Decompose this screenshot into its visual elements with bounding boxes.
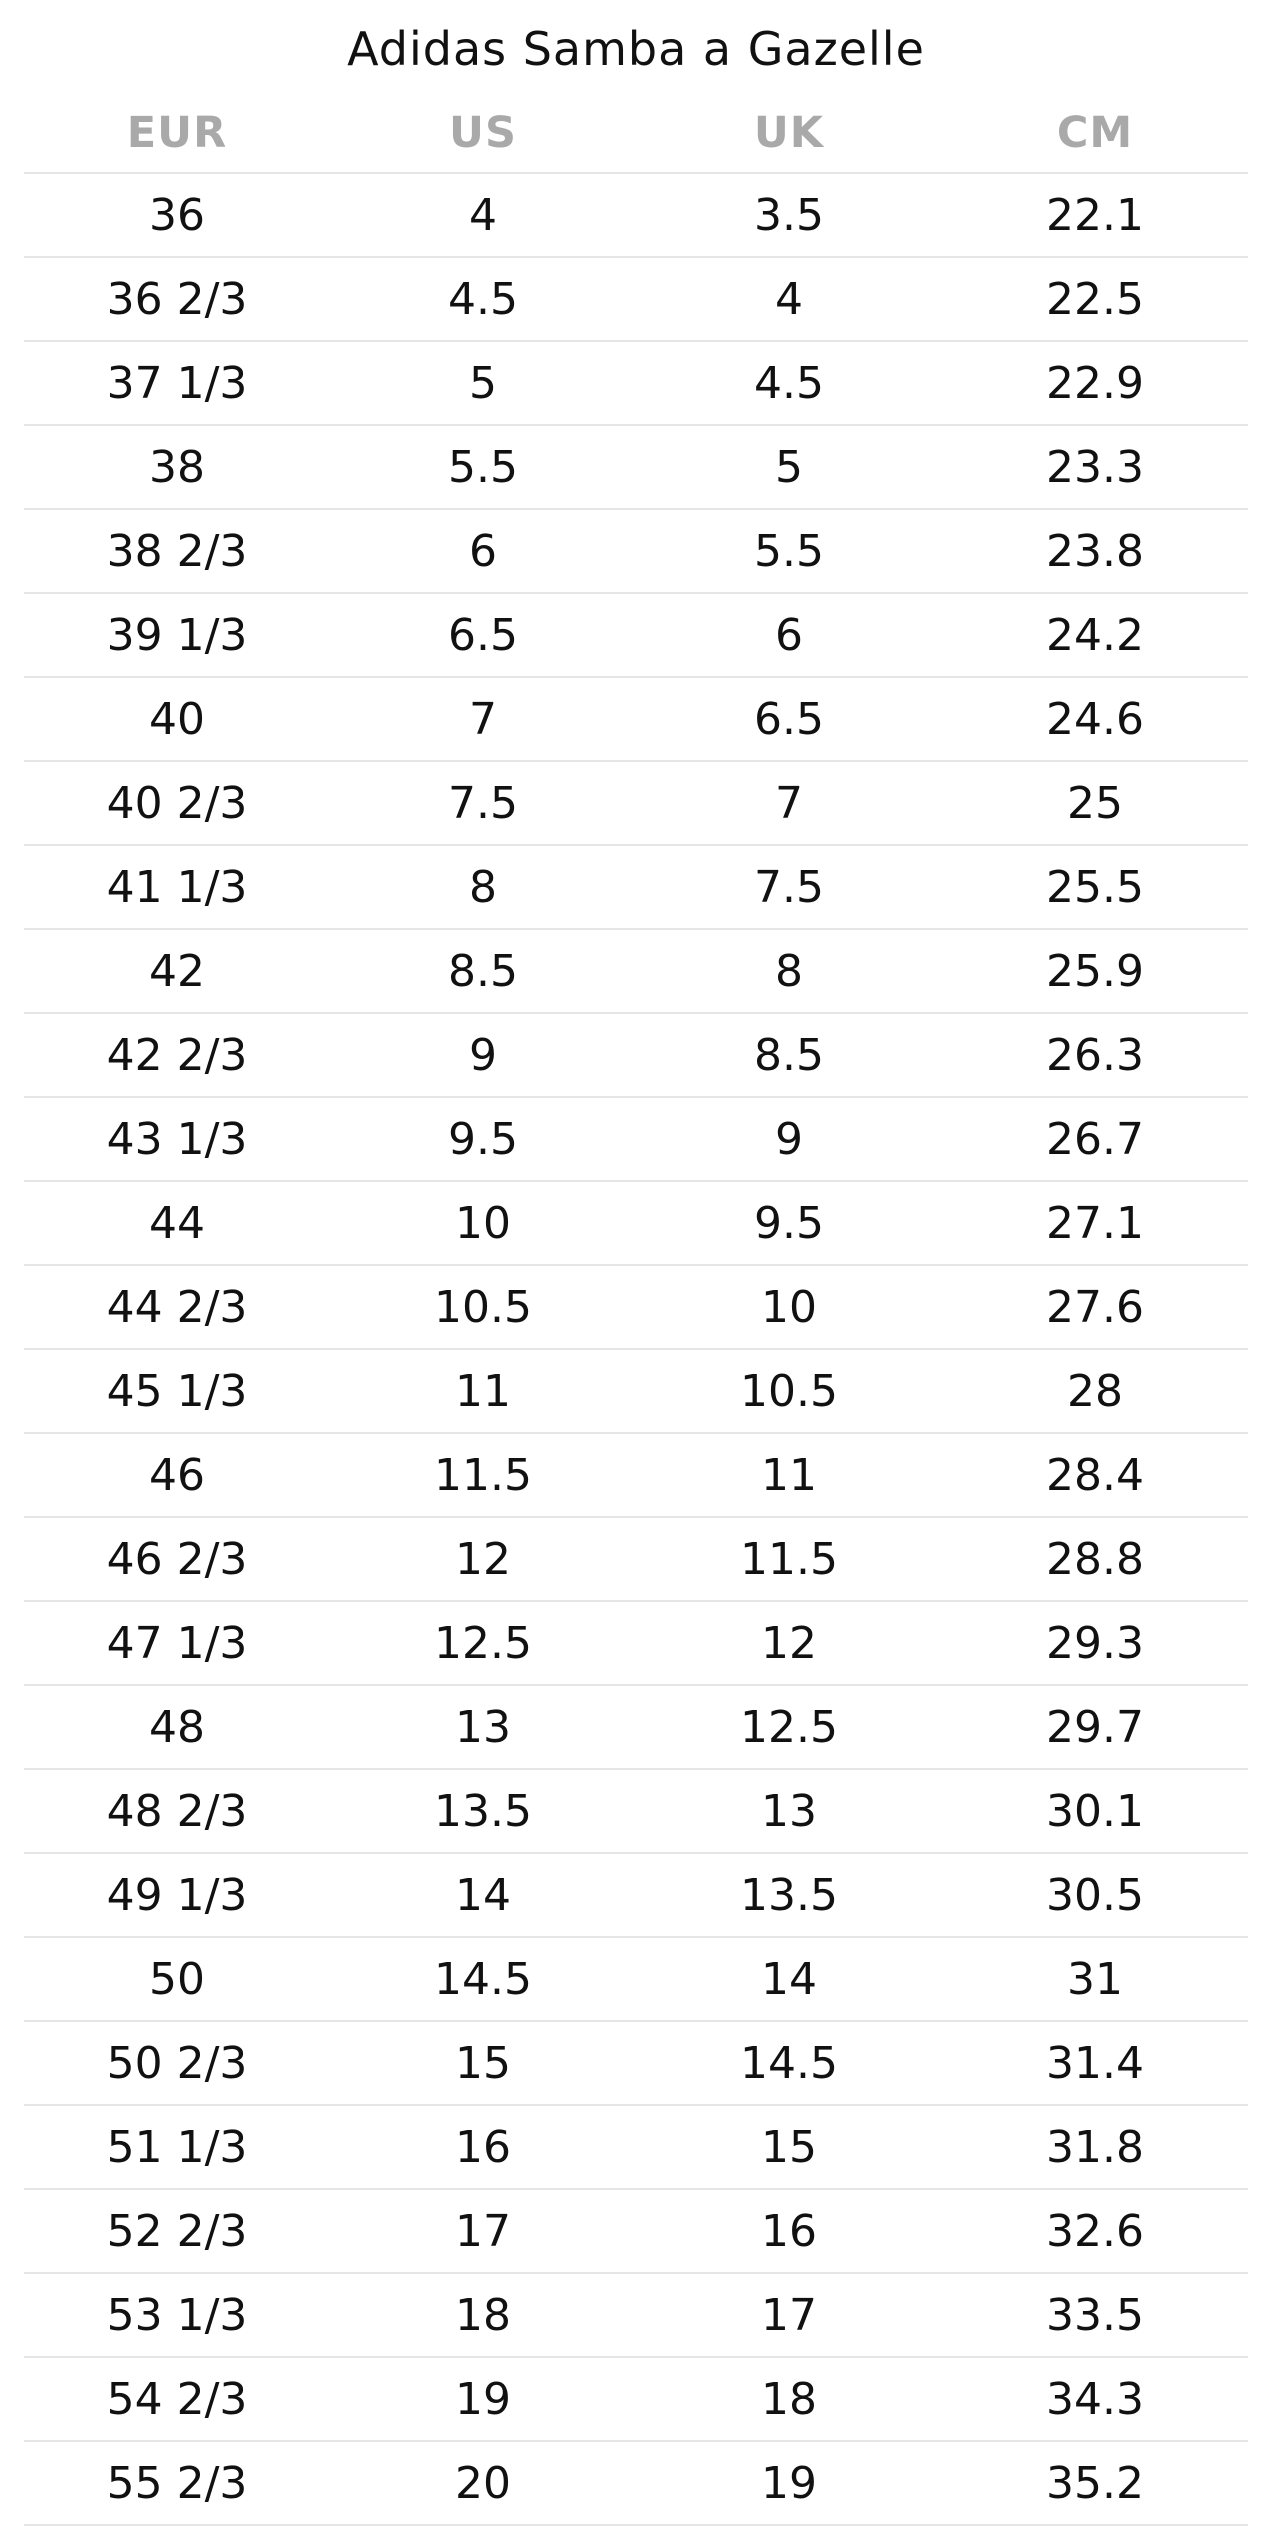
cell-cm: 29.3 <box>1046 1617 1144 1669</box>
cell-eur: 46 <box>149 1449 205 1501</box>
cell-us: 4.5 <box>448 273 518 325</box>
cell-cm: 33.5 <box>1046 2289 1144 2341</box>
cell-uk: 8 <box>775 945 803 997</box>
table-row <box>24 594 1248 678</box>
table-row <box>24 2358 1248 2442</box>
cell-cm: 25 <box>1067 777 1123 829</box>
cell-uk: 13 <box>761 1785 817 1837</box>
cell-cm: 26.3 <box>1046 1029 1144 1081</box>
cell-eur: 49 1/3 <box>106 1869 248 1921</box>
cell-uk: 15 <box>761 2121 817 2173</box>
table-header-row <box>24 97 1248 174</box>
cell-cm: 24.2 <box>1046 609 1144 661</box>
cell-eur: 39 1/3 <box>106 609 248 661</box>
cell-cm: 30.1 <box>1046 1785 1144 1837</box>
cell-eur: 38 2/3 <box>106 525 248 577</box>
cell-us: 15 <box>455 2037 511 2089</box>
table-row <box>24 258 1248 342</box>
cell-eur: 55 2/3 <box>106 2457 248 2509</box>
cell-us: 16 <box>455 2121 511 2173</box>
cell-eur: 46 2/3 <box>106 1533 248 1585</box>
table-row <box>24 1686 1248 1770</box>
cell-eur: 50 <box>149 1953 205 2005</box>
cell-uk: 4 <box>775 273 803 325</box>
cell-uk: 18 <box>761 2373 817 2425</box>
cell-uk: 14 <box>761 1953 817 2005</box>
cell-cm: 31.4 <box>1046 2037 1144 2089</box>
cell-eur: 45 1/3 <box>106 1365 248 1417</box>
cell-cm: 28.8 <box>1046 1533 1144 1585</box>
cell-cm: 22.1 <box>1046 189 1144 241</box>
column-header-uk: UK <box>753 107 825 158</box>
cell-us: 18 <box>455 2289 511 2341</box>
table-row <box>24 2022 1248 2106</box>
cell-cm: 22.5 <box>1046 273 1144 325</box>
cell-us: 10 <box>455 1197 511 1249</box>
cell-cm: 28.4 <box>1046 1449 1144 1501</box>
cell-eur: 48 2/3 <box>106 1785 248 1837</box>
table-row <box>24 1350 1248 1434</box>
cell-uk: 6.5 <box>754 693 824 745</box>
table-row <box>24 930 1248 1014</box>
cell-eur: 50 2/3 <box>106 2037 248 2089</box>
cell-uk: 9.5 <box>754 1197 824 1249</box>
cell-cm: 30.5 <box>1046 1869 1144 1921</box>
table-row <box>24 1518 1248 1602</box>
cell-cm: 26.7 <box>1046 1113 1144 1165</box>
table-row <box>24 1098 1248 1182</box>
cell-us: 19 <box>455 2373 511 2425</box>
cell-uk: 7 <box>775 777 803 829</box>
cell-cm: 28 <box>1067 1365 1123 1417</box>
cell-us: 12 <box>455 1533 511 1585</box>
cell-eur: 54 2/3 <box>106 2373 248 2425</box>
cell-us: 5.5 <box>448 441 518 493</box>
table-row <box>24 2442 1248 2526</box>
cell-eur: 47 1/3 <box>106 1617 248 1669</box>
cell-us: 8.5 <box>448 945 518 997</box>
cell-us: 5 <box>469 357 497 409</box>
cell-us: 7 <box>469 693 497 745</box>
cell-uk: 8.5 <box>754 1029 824 1081</box>
cell-us: 7.5 <box>448 777 518 829</box>
cell-us: 4 <box>469 189 497 241</box>
table-row <box>24 174 1248 258</box>
cell-cm: 27.6 <box>1046 1281 1144 1333</box>
table-row <box>24 2190 1248 2274</box>
column-header-us: US <box>449 107 517 158</box>
cell-eur: 52 2/3 <box>106 2205 248 2257</box>
table-row <box>24 2106 1248 2190</box>
cell-cm: 25.9 <box>1046 945 1144 997</box>
table-row <box>24 1938 1248 2022</box>
cell-us: 9 <box>469 1029 497 1081</box>
cell-uk: 11 <box>761 1449 817 1501</box>
cell-cm: 32.6 <box>1046 2205 1144 2257</box>
table-row <box>24 1854 1248 1938</box>
cell-us: 6 <box>469 525 497 577</box>
cell-cm: 23.8 <box>1046 525 1144 577</box>
cell-us: 6.5 <box>448 609 518 661</box>
cell-uk: 14.5 <box>740 2037 838 2089</box>
cell-cm: 35.2 <box>1046 2457 1144 2509</box>
cell-eur: 40 <box>149 693 205 745</box>
cell-uk: 10 <box>761 1281 817 1333</box>
table-row <box>24 2274 1248 2358</box>
cell-eur: 40 2/3 <box>106 777 248 829</box>
table-row <box>24 426 1248 510</box>
cell-us: 8 <box>469 861 497 913</box>
cell-cm: 25.5 <box>1046 861 1144 913</box>
cell-uk: 12 <box>761 1617 817 1669</box>
cell-cm: 31 <box>1067 1953 1123 2005</box>
table-row <box>24 510 1248 594</box>
table-row <box>24 1770 1248 1854</box>
cell-uk: 11.5 <box>740 1533 838 1585</box>
cell-eur: 51 1/3 <box>106 2121 248 2173</box>
cell-uk: 13.5 <box>740 1869 838 1921</box>
cell-cm: 31.8 <box>1046 2121 1144 2173</box>
cell-eur: 42 2/3 <box>106 1029 248 1081</box>
cell-cm: 22.9 <box>1046 357 1144 409</box>
cell-us: 12.5 <box>434 1617 532 1669</box>
cell-cm: 29.7 <box>1046 1701 1144 1753</box>
table-row <box>24 762 1248 846</box>
table-row <box>24 1602 1248 1686</box>
cell-uk: 17 <box>761 2289 817 2341</box>
cell-uk: 12.5 <box>740 1701 838 1753</box>
cell-cm: 27.1 <box>1046 1197 1144 1249</box>
page-title: Adidas Samba a Gazelle <box>347 22 925 76</box>
cell-us: 10.5 <box>434 1281 532 1333</box>
cell-uk: 3.5 <box>754 189 824 241</box>
table-row <box>24 846 1248 930</box>
cell-eur: 36 <box>149 189 205 241</box>
table-row <box>24 1434 1248 1518</box>
cell-us: 14 <box>455 1869 511 1921</box>
cell-eur: 53 1/3 <box>106 2289 248 2341</box>
cell-eur: 44 <box>149 1197 205 1249</box>
cell-cm: 24.6 <box>1046 693 1144 745</box>
cell-uk: 16 <box>761 2205 817 2257</box>
cell-eur: 41 1/3 <box>106 861 248 913</box>
size-table <box>24 97 1248 2526</box>
cell-us: 13.5 <box>434 1785 532 1837</box>
table-row <box>24 1266 1248 1350</box>
cell-uk: 10.5 <box>740 1365 838 1417</box>
cell-uk: 5 <box>775 441 803 493</box>
cell-eur: 43 1/3 <box>106 1113 248 1165</box>
table-row <box>24 678 1248 762</box>
cell-eur: 44 2/3 <box>106 1281 248 1333</box>
cell-us: 11 <box>455 1365 511 1417</box>
cell-uk: 9 <box>775 1113 803 1165</box>
cell-eur: 48 <box>149 1701 205 1753</box>
table-row <box>24 1182 1248 1266</box>
cell-us: 9.5 <box>448 1113 518 1165</box>
cell-uk: 6 <box>775 609 803 661</box>
table-body <box>24 174 1248 2526</box>
table-row <box>24 1014 1248 1098</box>
cell-us: 14.5 <box>434 1953 532 2005</box>
cell-cm: 34.3 <box>1046 2373 1144 2425</box>
cell-us: 20 <box>455 2457 511 2509</box>
cell-uk: 19 <box>761 2457 817 2509</box>
cell-uk: 7.5 <box>754 861 824 913</box>
cell-eur: 37 1/3 <box>106 357 248 409</box>
cell-us: 17 <box>455 2205 511 2257</box>
cell-uk: 4.5 <box>754 357 824 409</box>
cell-uk: 5.5 <box>754 525 824 577</box>
table-row <box>24 342 1248 426</box>
cell-cm: 23.3 <box>1046 441 1144 493</box>
column-header-cm: CM <box>1056 107 1134 158</box>
cell-us: 11.5 <box>434 1449 532 1501</box>
cell-eur: 38 <box>149 441 205 493</box>
cell-eur: 42 <box>149 945 205 997</box>
column-header-eur: EUR <box>126 107 228 158</box>
cell-us: 13 <box>455 1701 511 1753</box>
cell-eur: 36 2/3 <box>106 273 248 325</box>
